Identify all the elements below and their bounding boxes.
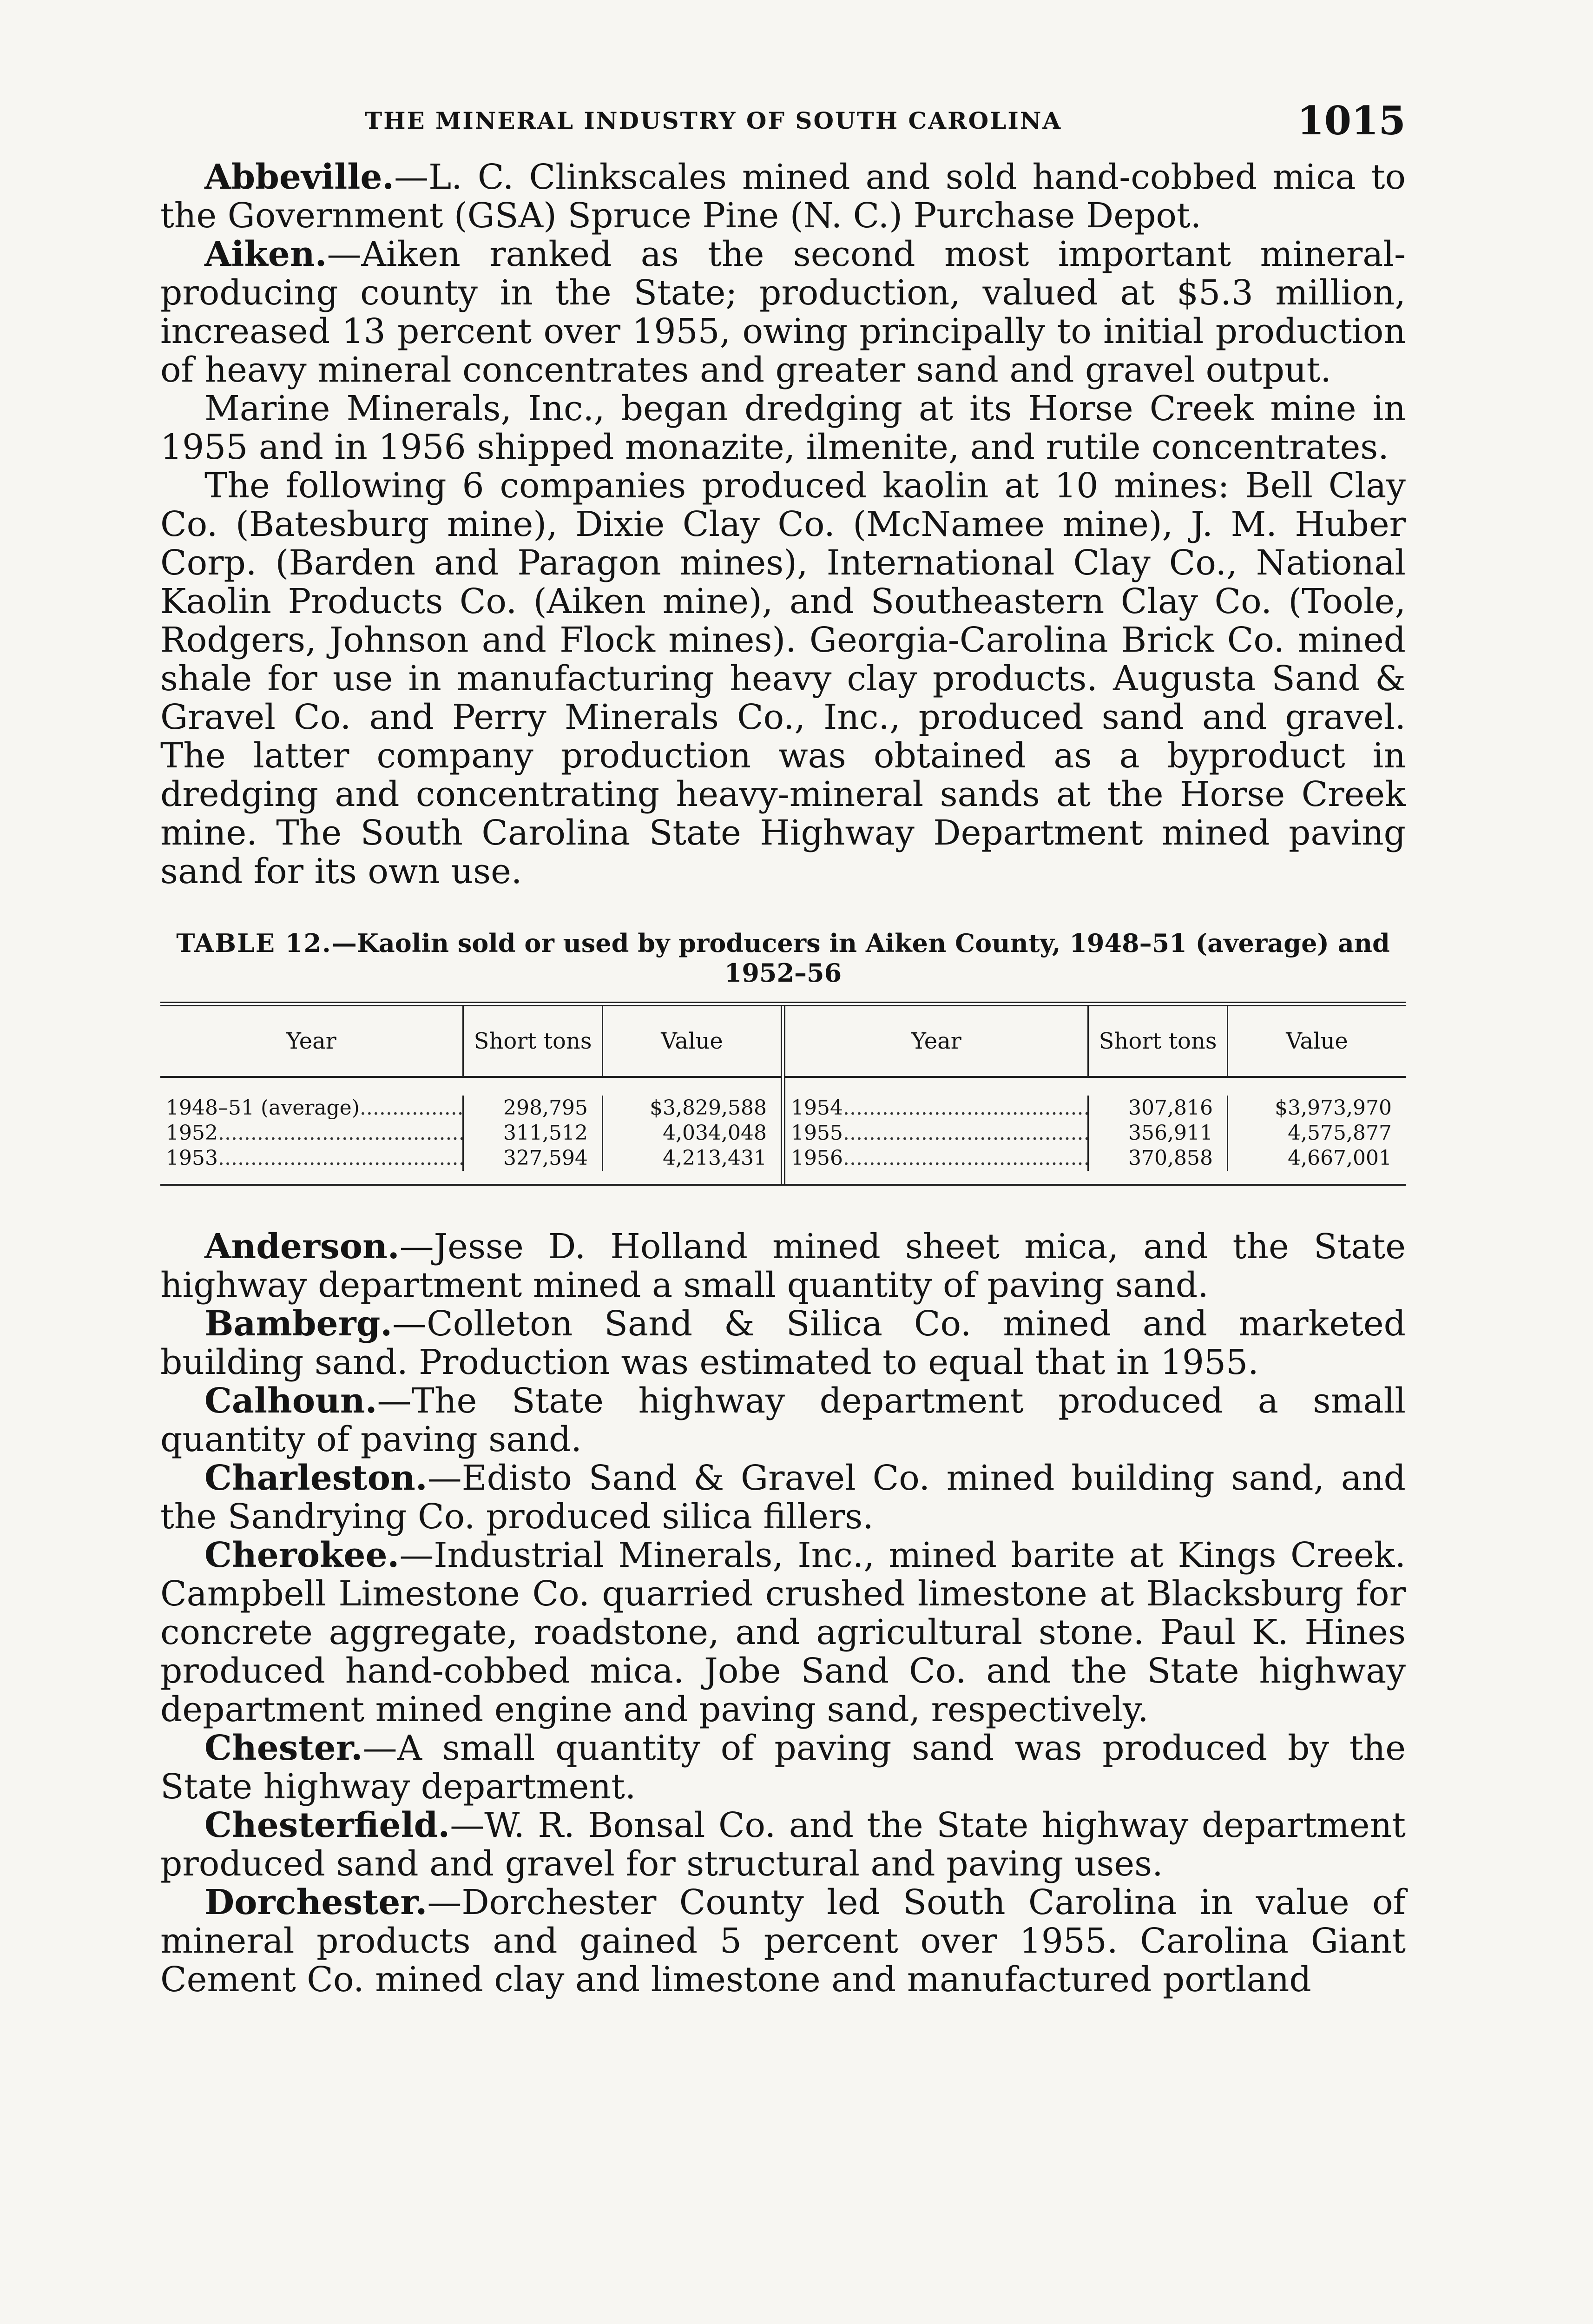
table-body bbox=[160, 1078, 781, 1184]
body-text-top bbox=[160, 158, 1406, 891]
row-year: 1948–51 (average) bbox=[166, 1096, 360, 1120]
row-value: 4,034,048 bbox=[602, 1121, 781, 1146]
leader-dots bbox=[843, 1096, 1087, 1121]
paragraph-text: —Edisto Sand & Gravel Co. mined building sand, and the Sandrying Co. produced silica fillers. bbox=[160, 1458, 1406, 1537]
leader-dots bbox=[843, 1146, 1087, 1171]
paragraph-dorchester bbox=[160, 1883, 1406, 1999]
header-short-tons: Short tons bbox=[1087, 1006, 1227, 1076]
row-short-tons: 298,795 bbox=[462, 1096, 602, 1121]
county-name: Chester. bbox=[204, 1728, 363, 1768]
running-head: THE MINERAL INDUSTRY OF SOUTH CAROLINA bbox=[365, 107, 1062, 134]
page bbox=[160, 98, 1406, 1999]
paragraph-anderson bbox=[160, 1228, 1406, 1305]
county-name: Calhoun. bbox=[204, 1381, 377, 1421]
table-row bbox=[785, 1146, 1406, 1171]
table-left-half bbox=[160, 1006, 781, 1184]
table-body bbox=[785, 1078, 1406, 1184]
row-value: 4,575,877 bbox=[1227, 1121, 1406, 1146]
leader-dots bbox=[218, 1121, 462, 1146]
row-value: 4,213,431 bbox=[602, 1146, 781, 1171]
paragraph-chesterfield bbox=[160, 1806, 1406, 1883]
page-header bbox=[160, 98, 1406, 158]
header-year: Year bbox=[286, 1028, 336, 1054]
table-header-row bbox=[160, 1006, 781, 1078]
paragraph-text: —Dorchester County led South Carolina in value of mineral products and gained 5 percent over 1955. Carolina Giant Cement Co. mined clay and limestone and manufactured portland bbox=[160, 1882, 1406, 2000]
body-text-bottom bbox=[160, 1228, 1406, 1999]
leader-dots bbox=[360, 1096, 462, 1121]
row-short-tons: 307,816 bbox=[1087, 1096, 1227, 1121]
paragraph-text: —L. C. Clinkscales mined and sold hand-cobbed mica to the Government (GSA) Spruce Pine (N. C.) Purchase Depot. bbox=[160, 157, 1406, 236]
header-value: Value bbox=[602, 1006, 781, 1076]
table-row bbox=[160, 1121, 781, 1146]
row-year: 1956 bbox=[791, 1146, 843, 1170]
paragraph-text: —W. R. Bonsal Co. and the State highway department produced sand and gravel for structural and paving uses. bbox=[160, 1805, 1406, 1884]
paragraph-charleston bbox=[160, 1459, 1406, 1536]
row-short-tons: 327,594 bbox=[462, 1146, 602, 1171]
table-row bbox=[160, 1146, 781, 1171]
table-row bbox=[785, 1096, 1406, 1121]
row-short-tons: 370,858 bbox=[1087, 1146, 1227, 1171]
row-value: 4,667,001 bbox=[1227, 1146, 1406, 1171]
county-name: Cherokee. bbox=[204, 1535, 400, 1575]
table-header-row bbox=[785, 1006, 1406, 1078]
county-name: Charleston. bbox=[204, 1458, 428, 1498]
paragraph-cherokee bbox=[160, 1536, 1406, 1729]
county-name: Abbeville. bbox=[204, 157, 395, 197]
table-caption-text: —Kaolin sold or used by producers in Aiken County, 1948–51 (average) and 1952–56 bbox=[331, 928, 1390, 988]
paragraph-text: Marine Minerals, Inc., began dredging at its Horse Creek mine in 1955 and in 1956 shipped monazite, ilmenite, and rutile concentrates. bbox=[160, 389, 1406, 467]
row-year: 1953 bbox=[166, 1146, 218, 1170]
paragraph-aiken bbox=[160, 235, 1406, 390]
paragraph-text: —A small quantity of paving sand was produced by the State highway department. bbox=[160, 1728, 1406, 1807]
header-value: Value bbox=[1227, 1006, 1406, 1076]
paragraph-text: —Colleton Sand & Silica Co. mined and marketed building sand. Production was estimated to equal that in 1955. bbox=[160, 1304, 1406, 1382]
paragraph-text: —Industrial Minerals, Inc., mined barite at Kings Creek. Campbell Limestone Co. quarried crushed limestone at Blacksburg for concrete aggregate, roadstone, and agricultural stone. Paul K. Hines produced hand-cobbed mica. Jobe Sand Co. and the State highway department mined engine and paving sand, respectively. bbox=[160, 1535, 1406, 1730]
leader-dots bbox=[843, 1121, 1087, 1146]
row-short-tons: 311,512 bbox=[462, 1121, 602, 1146]
paragraph-calhoun bbox=[160, 1382, 1406, 1459]
paragraph-marine-minerals bbox=[160, 390, 1406, 467]
kaolin-table bbox=[160, 1002, 1406, 1186]
paragraph-text: —Jesse D. Holland mined sheet mica, and the State highway department mined a small quantity of paving sand. bbox=[160, 1227, 1406, 1305]
row-year: 1952 bbox=[166, 1121, 218, 1145]
table-label: TABLE 12. bbox=[176, 928, 332, 958]
paragraph-abbeville bbox=[160, 158, 1406, 235]
paragraph-text: The following 6 companies produced kaolin at 10 mines: Bell Clay Co. (Batesburg mine), Dixie Clay Co. (McNamee mine), J. M. Huber Corp. (Barden and Paragon mines), International Clay Co., National Kaolin Products Co. (Aiken mine), and Southeastern Clay Co. (Toole, Rodgers, Johnson and Flock mines). Georgia-Carolina Brick Co. mined shale for use in manufacturing heavy clay products. Augusta Sand & Gravel Co. and Perry Minerals Co., Inc., produced sand and gravel. The latter company production was obtained as a byproduct in dredging and concentrating heavy-mineral sands at the Horse Creek mine. The South Carolina State Highway Department mined paving sand for its own use. bbox=[160, 466, 1406, 891]
county-name: Chesterfield. bbox=[204, 1805, 450, 1845]
county-name: Bamberg. bbox=[204, 1304, 393, 1344]
table-caption bbox=[160, 928, 1406, 988]
paragraph-text: —The State highway department produced a small quantity of paving sand. bbox=[160, 1381, 1406, 1459]
header-year: Year bbox=[911, 1028, 961, 1054]
row-short-tons: 356,911 bbox=[1087, 1121, 1227, 1146]
row-year: 1954 bbox=[791, 1096, 843, 1120]
table-row bbox=[785, 1121, 1406, 1146]
leader-dots bbox=[218, 1146, 462, 1171]
header-short-tons: Short tons bbox=[462, 1006, 602, 1076]
paragraph-chester bbox=[160, 1729, 1406, 1806]
table-right-half bbox=[781, 1006, 1406, 1184]
paragraph-kaolin-producers bbox=[160, 467, 1406, 891]
county-name: Dorchester. bbox=[204, 1882, 428, 1922]
table-row bbox=[160, 1096, 781, 1121]
county-name: Aiken. bbox=[204, 234, 327, 274]
county-name: Anderson. bbox=[204, 1227, 400, 1267]
paragraph-bamberg bbox=[160, 1305, 1406, 1382]
row-value: $3,829,588 bbox=[602, 1096, 781, 1121]
row-value: $3,973,970 bbox=[1227, 1096, 1406, 1121]
paragraph-text: —Aiken ranked as the second most important mineral-producing county in the State; production, valued at $5.3 million, increased 13 percent over 1955, owing principally to initial production of heavy mineral concentrates and greater sand and gravel output. bbox=[160, 234, 1406, 390]
page-number: 1015 bbox=[1297, 98, 1406, 144]
row-year: 1955 bbox=[791, 1121, 843, 1145]
